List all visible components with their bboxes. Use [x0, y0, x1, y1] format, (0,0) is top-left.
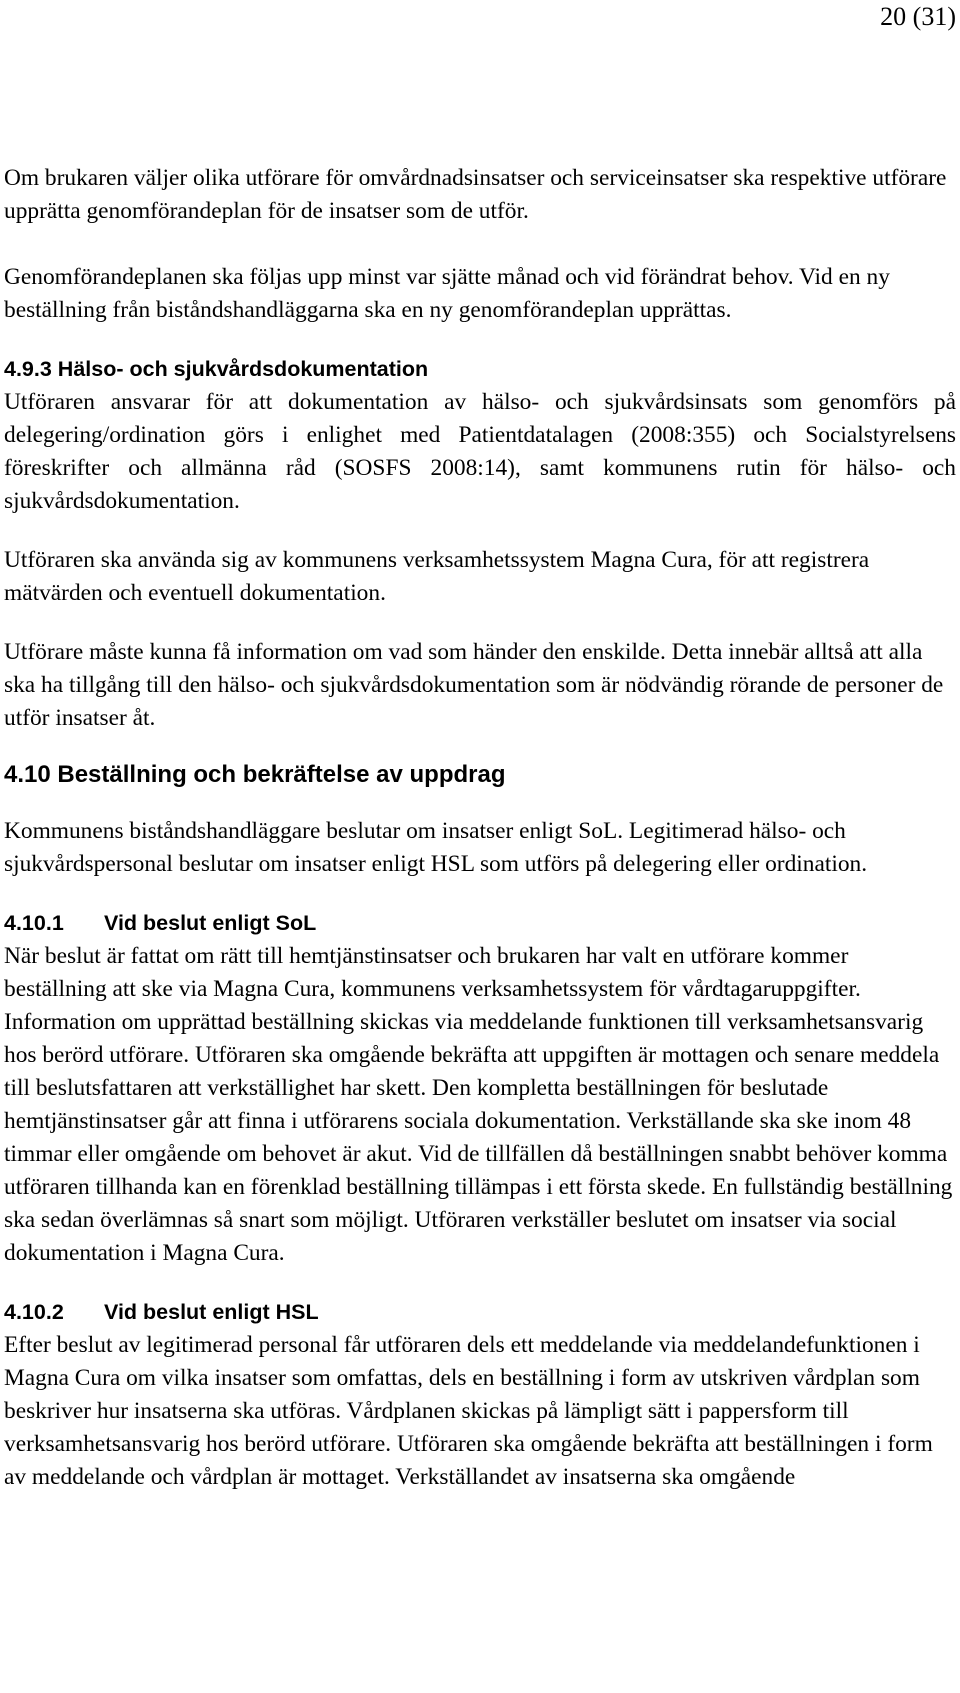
document-body [4, 162, 956, 1494]
paragraph-decision-makers: Kommunens biståndshandläggare beslutar om insatser enligt SoL. Legitimerad hälso- och sjukvårdspersonal beslutar om insatser enligt HSL som utförs på delegering eller ordination. [4, 818, 868, 877]
heading-4-10: 4.10 Beställning och bekräftelse av uppdrag [4, 761, 506, 788]
heading-4-10-2-number: 4.10.2 [4, 1300, 64, 1324]
paragraph-plan-followup: Genomförandeplanen ska följas upp minst var sjätte månad och vid förändrat behov. Vid en ny beställning från biståndshandläggarna ska en ny genomförandeplan upprättas. [4, 264, 890, 323]
paragraph-sol-decision: När beslut är fattat om rätt till hemtjänstinsatser och brukaren har valt en utförare kommer beställning att ske via Magna Cura, kommunens verksamhetssystem för vårdtagaruppgifter. Information om upprättad beställning skickas via meddelande funktionen till verksamhetsansvarig hos berörd utförare. Utföraren ska omgående bekräfta att uppgiften är mottagen och senare meddela till beslutsfattaren att verkställighet har skett. Den kompletta beställningen för beslutade hemtjänstinsatser går att finna i utförarens sociala dokumentation. Verkställande ska ske inom 48 timmar eller omgående om behovet är akut. Vid de tillfällen då beställningen snabbt behöver komma utföraren tillhanda kan en förenklad beställning tillämpas i ett första skede. En fullständig beställning ska sedan överlämnas så snart som möjligt. Utföraren verkställer beslutet om insatser via social dokumentation i Magna Cura. [4, 943, 953, 1266]
heading-4-10-1-title: Vid beslut enligt SoL [104, 911, 317, 935]
paragraph-information-access: Utförare måste kunna få information om vad som händer den enskilde. Detta innebär alltså att alla ska ha tillgång till den hälso- och sjukvårdsdokumentation som är nödvändig rörande de personer de utför insatser åt. [4, 639, 944, 731]
paragraph-hsl-decision: Efter beslut av legitimerad personal får utföraren dels ett meddelande via meddelandefunktionen i Magna Cura om vilka insatser som omfattas, dels en beställning i form av utskriven vårdplan som beskriver hur insatserna ska utföras. Vårdplanen skickas på lämpligt sätt i pappersform till verksamhetsansvarig hos berörd utförare. Utföraren ska omgående bekräfta att beställningen i form av meddelande och vårdplan är mottaget. Verkställandet av insatserna ska omgående [4, 1332, 933, 1490]
heading-4-9-3: 4.9.3 Hälso- och sjukvårdsdokumentation [4, 357, 429, 381]
heading-4-10-1-number: 4.10.1 [4, 911, 64, 935]
heading-4-10-2-title: Vid beslut enligt HSL [104, 1300, 319, 1324]
heading-4-10-2 [4, 1296, 956, 1329]
paragraph-performers-plan: Om brukaren väljer olika utförare för omvårdnadsinsatser och serviceinsatser ska respektive utförare upprätta genomförandeplan för de insatser som de utför. [4, 165, 947, 224]
paragraph-magna-cura-usage: Utföraren ska använda sig av kommunens verksamhetssystem Magna Cura, för att registrera mätvärden och eventuell dokumentation. [4, 547, 870, 606]
paragraph-documentation-responsibility: Utföraren ansvarar för att dokumentation av hälso- och sjukvårdsinsats som genomförs på delegering/ordination görs i enlighet med Patientdatalagen (2008:355) och Socialstyrelsens föreskrifter och allmänna råd (SOSFS 2008:14), samt kommunens rutin för hälso- och sjukvårdsdokumentation. [4, 389, 956, 514]
page-number: 20 (31) [880, 2, 956, 31]
heading-4-10-1 [4, 907, 956, 940]
